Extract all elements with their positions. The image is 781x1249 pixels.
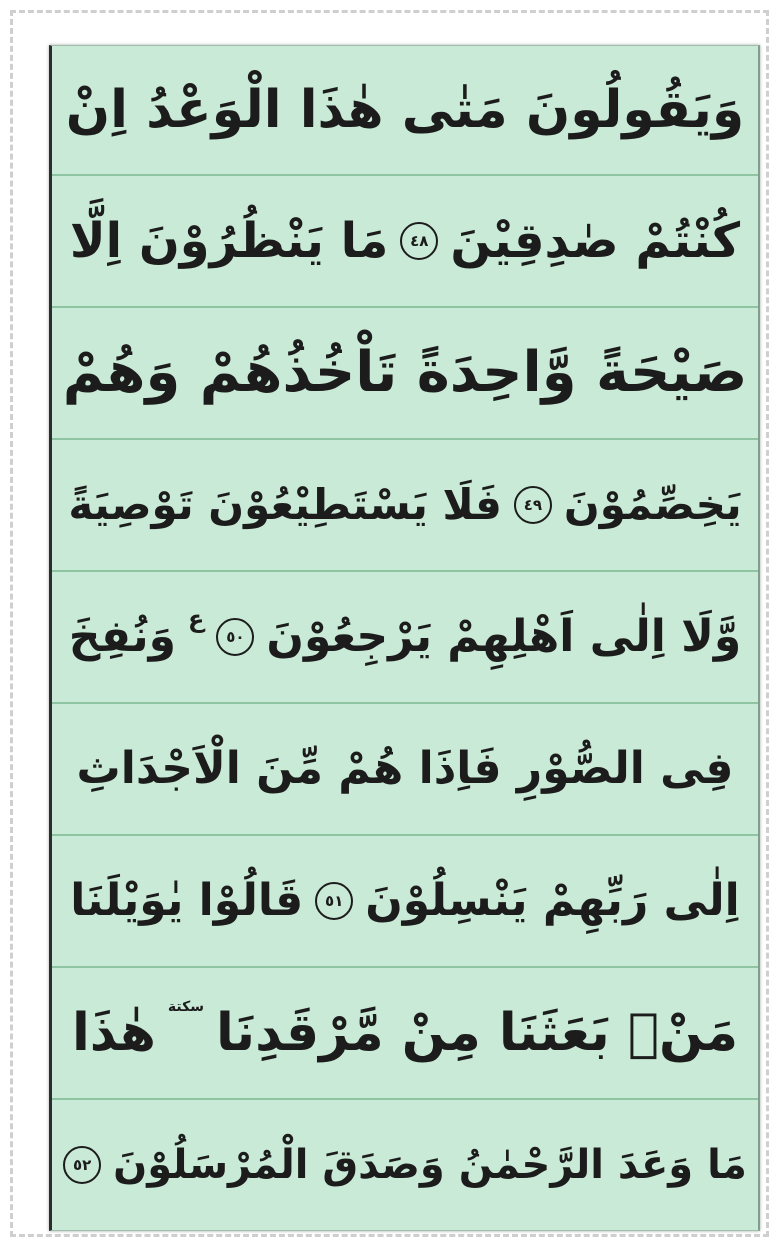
verse-text-segment: مَا يَنْظُرُوْنَ اِلَّا <box>69 213 389 269</box>
verse-line-5 <box>52 572 758 704</box>
scan-frame <box>10 10 769 1237</box>
verse-line-2 <box>52 176 758 308</box>
ayah-end-marker: ٤٨ <box>400 222 438 260</box>
verse-text-segment: مَا وَعَدَ الرَّحْمٰنُ وَصَدَقَ الْمُرْسَلُوْنَ <box>113 1142 747 1188</box>
ayah-end-marker: ٥١ <box>315 882 353 920</box>
ayah-end-marker: ٥٢ <box>63 1146 101 1184</box>
verse-text-segment: وَّلَا اِلٰى اَهْلِهِمْ يَرْجِعُوْنَ <box>266 611 742 662</box>
saktah-sign: سكتة <box>167 999 205 1015</box>
verse-line-3 <box>52 308 758 440</box>
mushaf-page <box>49 45 760 1231</box>
verse-text-segment: فِى الصُّوْرِ فَاِذَا هُمْ مِّنَ الْاَجْدَاثِ <box>76 743 734 794</box>
verse-text-segment: وَنُفِخَ <box>68 611 176 662</box>
verse-line-1 <box>52 46 758 176</box>
verse-text-segment: هٰذَا <box>71 1003 156 1063</box>
ruku-sign: ع <box>187 605 205 633</box>
verse-text-segment: فَلَا يَسْتَطِيْعُوْنَ تَوْصِيَةً <box>68 480 502 529</box>
verse-text-segment: صَيْحَةً وَّاحِدَةً تَاْخُذُهُمْ وَهُمْ <box>62 340 748 405</box>
verse-text-segment: يَخِصِّمُوْنَ <box>563 480 742 529</box>
verse-line-8 <box>52 968 758 1100</box>
ayah-end-marker: ٥٠ <box>216 618 254 656</box>
verse-text-segment: مَنْۢ بَعَثَنَا مِنْ مَّرْقَدِنَا <box>216 1003 739 1063</box>
verse-text-segment: اِلٰى رَبِّهِمْ يَنْسِلُوْنَ <box>365 875 740 926</box>
verse-line-6 <box>52 704 758 836</box>
verse-line-9 <box>52 1100 758 1230</box>
verse-text-segment: كُنْتُمْ صٰدِقِيْنَ <box>450 213 741 269</box>
verse-line-7 <box>52 836 758 968</box>
verse-text-segment: وَيَقُولُونَ مَتٰى هٰذَا الْوَعْدُ اِنْ <box>65 80 745 140</box>
verse-line-4 <box>52 440 758 572</box>
ayah-end-marker: ٤٩ <box>514 486 552 524</box>
verse-text-segment: قَالُوْا يٰوَيْلَنَا <box>70 875 304 926</box>
